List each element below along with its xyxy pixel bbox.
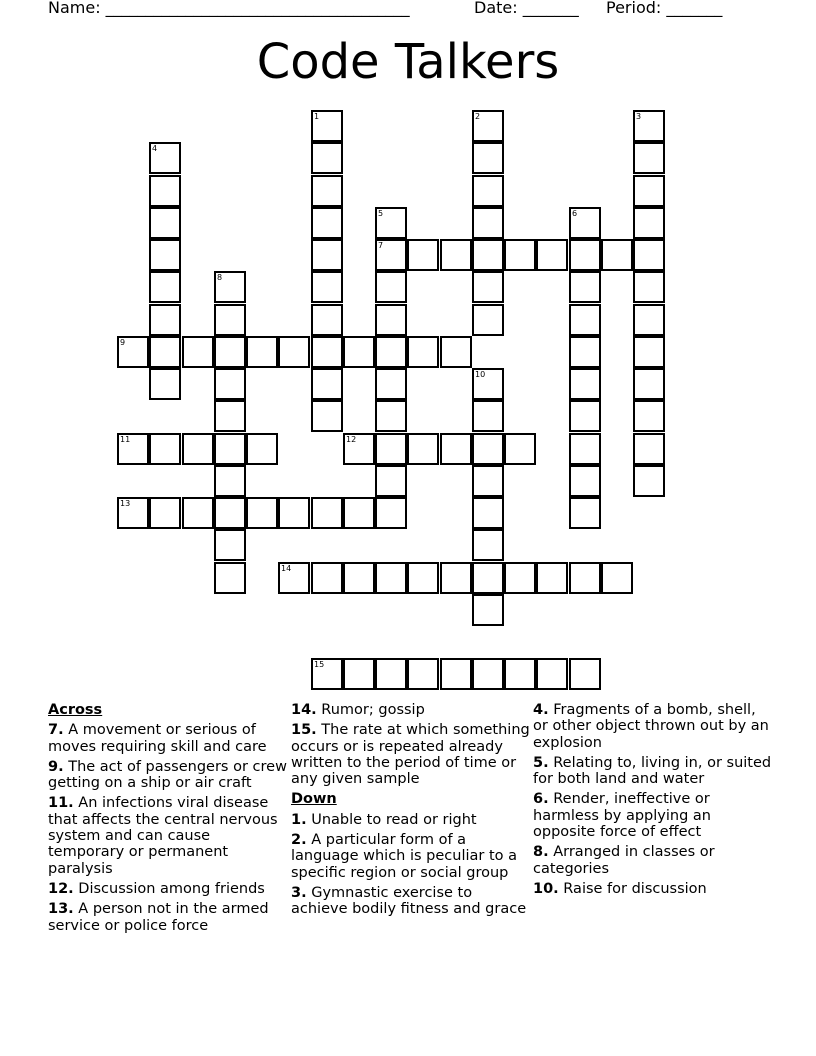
clue-number: 3	[636, 112, 642, 121]
grid-cell[interactable]	[246, 336, 278, 368]
clue-number: 12	[346, 435, 357, 444]
across-heading: Across	[48, 702, 103, 718]
grid-cell[interactable]	[375, 433, 407, 465]
grid-cell[interactable]	[569, 433, 601, 465]
grid-cell[interactable]	[633, 336, 665, 368]
grid-cell[interactable]	[149, 336, 181, 368]
grid-cell[interactable]	[343, 336, 375, 368]
grid-cell[interactable]	[375, 562, 407, 594]
grid-cell[interactable]	[214, 529, 246, 561]
grid-cell[interactable]	[633, 142, 665, 174]
grid-cell[interactable]	[440, 658, 472, 690]
grid-cell[interactable]	[149, 497, 181, 529]
grid-cell[interactable]	[117, 336, 149, 368]
grid-cell[interactable]	[633, 239, 665, 271]
grid-cell[interactable]	[311, 400, 343, 432]
grid-cell[interactable]	[536, 239, 568, 271]
grid-cell[interactable]	[214, 465, 246, 497]
grid-cell[interactable]	[504, 433, 536, 465]
grid-cell[interactable]	[343, 658, 375, 690]
grid-cell[interactable]	[633, 400, 665, 432]
grid-cell[interactable]	[149, 207, 181, 239]
grid-cell[interactable]	[633, 304, 665, 336]
grid-cell[interactable]	[472, 594, 504, 626]
grid-cell[interactable]	[375, 304, 407, 336]
grid-cell[interactable]	[472, 433, 504, 465]
grid-cell[interactable]	[375, 368, 407, 400]
grid-cell[interactable]	[601, 562, 633, 594]
grid-cell[interactable]	[311, 658, 343, 690]
clue-down-8: 8. Arranged in classes or categories	[533, 844, 715, 877]
grid-cell[interactable]	[472, 529, 504, 561]
grid-cell[interactable]	[311, 175, 343, 207]
grid-cell[interactable]	[311, 368, 343, 400]
grid-cell[interactable]	[504, 239, 536, 271]
grid-cell[interactable]	[375, 400, 407, 432]
clue-number: 8	[217, 273, 223, 282]
grid-cell[interactable]	[375, 465, 407, 497]
clue-number: 10	[475, 370, 486, 379]
grid-cell[interactable]	[375, 271, 407, 303]
clue-across-13: 13. A person not in the armed service or police force	[48, 901, 269, 934]
grid-cell[interactable]	[311, 142, 343, 174]
clue-down-1: 1. Unable to read or right	[291, 811, 477, 828]
grid-cell[interactable]	[472, 239, 504, 271]
grid-cell[interactable]	[375, 497, 407, 529]
down-heading: Down	[291, 791, 337, 808]
grid-cell[interactable]	[149, 271, 181, 303]
grid-cell[interactable]	[633, 110, 665, 142]
grid-cell[interactable]	[375, 207, 407, 239]
grid-cell[interactable]	[407, 239, 439, 271]
grid-cell[interactable]	[569, 368, 601, 400]
grid-cell[interactable]	[182, 433, 214, 465]
grid-cell[interactable]	[472, 465, 504, 497]
grid-cell[interactable]	[343, 497, 375, 529]
clue-number: 7	[378, 241, 384, 250]
clue-number: 4	[152, 144, 158, 153]
grid-cell[interactable]	[311, 110, 343, 142]
grid-cell[interactable]	[149, 304, 181, 336]
period-field[interactable]: Period: _______	[606, 0, 723, 17]
grid-cell[interactable]	[149, 175, 181, 207]
grid-cell[interactable]	[149, 433, 181, 465]
grid-cell[interactable]	[569, 207, 601, 239]
grid-cell[interactable]	[472, 400, 504, 432]
grid-cell[interactable]	[343, 562, 375, 594]
grid-cell[interactable]	[278, 562, 310, 594]
clue-down-10: 10. Raise for discussion	[533, 880, 707, 897]
grid-cell[interactable]	[472, 562, 504, 594]
grid-cell[interactable]	[472, 110, 504, 142]
grid-cell[interactable]	[311, 336, 343, 368]
clue-across-15: 15. The rate at which something occurs or is repeated already written to the period of time or any given sample	[291, 722, 530, 788]
clue-number: 9	[120, 338, 126, 347]
grid-cell[interactable]	[633, 368, 665, 400]
grid-cell[interactable]	[214, 368, 246, 400]
grid-cell[interactable]	[246, 433, 278, 465]
grid-cell[interactable]	[569, 239, 601, 271]
grid-cell[interactable]	[569, 400, 601, 432]
clue-down-3: 3. Gymnastic exercise to achieve bodily fitness and grace	[291, 884, 527, 918]
grid-cell[interactable]	[472, 497, 504, 529]
grid-cell[interactable]	[214, 497, 246, 529]
grid-cell[interactable]	[633, 465, 665, 497]
page-title: Code Talkers	[256, 34, 560, 90]
clue-across-7: 7. A movement or serious of moves requiring skill and care	[48, 722, 267, 755]
date-field[interactable]: Date: _______	[474, 0, 579, 17]
grid-cell[interactable]	[569, 562, 601, 594]
grid-cell[interactable]	[569, 465, 601, 497]
grid-cell[interactable]	[214, 400, 246, 432]
grid-cell[interactable]	[440, 562, 472, 594]
grid-cell[interactable]	[311, 304, 343, 336]
grid-cell[interactable]	[214, 336, 246, 368]
clue-down-5: 5. Relating to, living in, or suited for both land and water	[533, 754, 772, 788]
grid-cell[interactable]	[472, 304, 504, 336]
grid-cell[interactable]	[633, 175, 665, 207]
grid-cell[interactable]	[311, 497, 343, 529]
grid-cell[interactable]	[504, 562, 536, 594]
grid-cell[interactable]	[601, 239, 633, 271]
grid-cell[interactable]	[214, 271, 246, 303]
grid-cell[interactable]	[472, 175, 504, 207]
grid-cell[interactable]	[311, 562, 343, 594]
grid-cell[interactable]	[536, 658, 568, 690]
grid-cell[interactable]	[569, 271, 601, 303]
grid-cell[interactable]	[278, 497, 310, 529]
grid-cell[interactable]	[246, 497, 278, 529]
grid-cell[interactable]	[407, 562, 439, 594]
name-field[interactable]: Name: ______________________________________	[48, 0, 410, 17]
clue-number: 14	[281, 564, 292, 573]
grid-cell[interactable]	[375, 336, 407, 368]
clues-column-1	[48, 702, 288, 938]
clue-down-2: 2. A particular form of a language which is peculiar to a specific region or social group	[291, 832, 518, 881]
grid-cell[interactable]	[311, 239, 343, 271]
clue-across-9: 9. The act of passengers or crew getting on a ship or air craft	[48, 758, 287, 792]
grid-cell[interactable]	[504, 658, 536, 690]
clue-down-6: 6. Render, ineffective or harmless by applying an opposite force of effect	[533, 791, 711, 841]
grid-cell[interactable]	[182, 497, 214, 529]
clue-across-14: 14. Rumor; gossip	[291, 702, 425, 718]
grid-cell[interactable]	[440, 239, 472, 271]
grid-cell[interactable]	[633, 207, 665, 239]
grid-cell[interactable]	[472, 207, 504, 239]
grid-cell[interactable]	[149, 239, 181, 271]
grid-cell[interactable]	[375, 658, 407, 690]
grid-cell[interactable]	[472, 142, 504, 174]
clue-number: 15	[314, 660, 325, 669]
grid-cell[interactable]	[149, 142, 181, 174]
grid-cell[interactable]	[182, 336, 214, 368]
grid-cell[interactable]	[311, 207, 343, 239]
grid-cell[interactable]	[472, 368, 504, 400]
grid-cell[interactable]	[440, 336, 472, 368]
grid-cell[interactable]	[569, 497, 601, 529]
grid-cell[interactable]	[569, 336, 601, 368]
grid-cell[interactable]	[407, 658, 439, 690]
grid-cell[interactable]	[633, 433, 665, 465]
clue-number: 11	[120, 435, 131, 444]
grid-cell[interactable]	[407, 336, 439, 368]
grid-cell[interactable]	[278, 336, 310, 368]
grid-cell[interactable]	[375, 239, 407, 271]
grid-cell[interactable]	[472, 658, 504, 690]
clue-number: 13	[120, 499, 131, 508]
grid-cell[interactable]	[633, 271, 665, 303]
clue-number: 6	[572, 209, 578, 218]
grid-cell[interactable]	[214, 433, 246, 465]
grid-cell[interactable]	[117, 497, 149, 529]
clue-number: 5	[378, 209, 384, 218]
clue-across-11: 11. An infections viral disease that affects the central nervous system and can cause temporary or permanent paralysis	[48, 795, 278, 877]
grid-cell[interactable]	[214, 562, 246, 594]
grid-cell[interactable]	[440, 433, 472, 465]
clue-number: 2	[475, 112, 481, 121]
clue-number: 1	[314, 112, 320, 121]
grid-cell[interactable]	[407, 433, 439, 465]
grid-cell[interactable]	[214, 304, 246, 336]
grid-cell[interactable]	[149, 368, 181, 400]
clue-across-12: 12. Discussion among friends	[48, 880, 265, 897]
clues-column-2	[291, 702, 531, 922]
grid-cell[interactable]	[117, 433, 149, 465]
grid-cell[interactable]	[472, 271, 504, 303]
grid-cell[interactable]	[343, 433, 375, 465]
grid-cell[interactable]	[536, 562, 568, 594]
clues-column-3	[533, 702, 773, 901]
clue-down-4: 4. Fragments of a bomb, shell, or other object thrown out by an explosion	[533, 702, 769, 751]
grid-cell[interactable]	[569, 658, 601, 690]
grid-cell[interactable]	[569, 304, 601, 336]
grid-cell[interactable]	[311, 271, 343, 303]
